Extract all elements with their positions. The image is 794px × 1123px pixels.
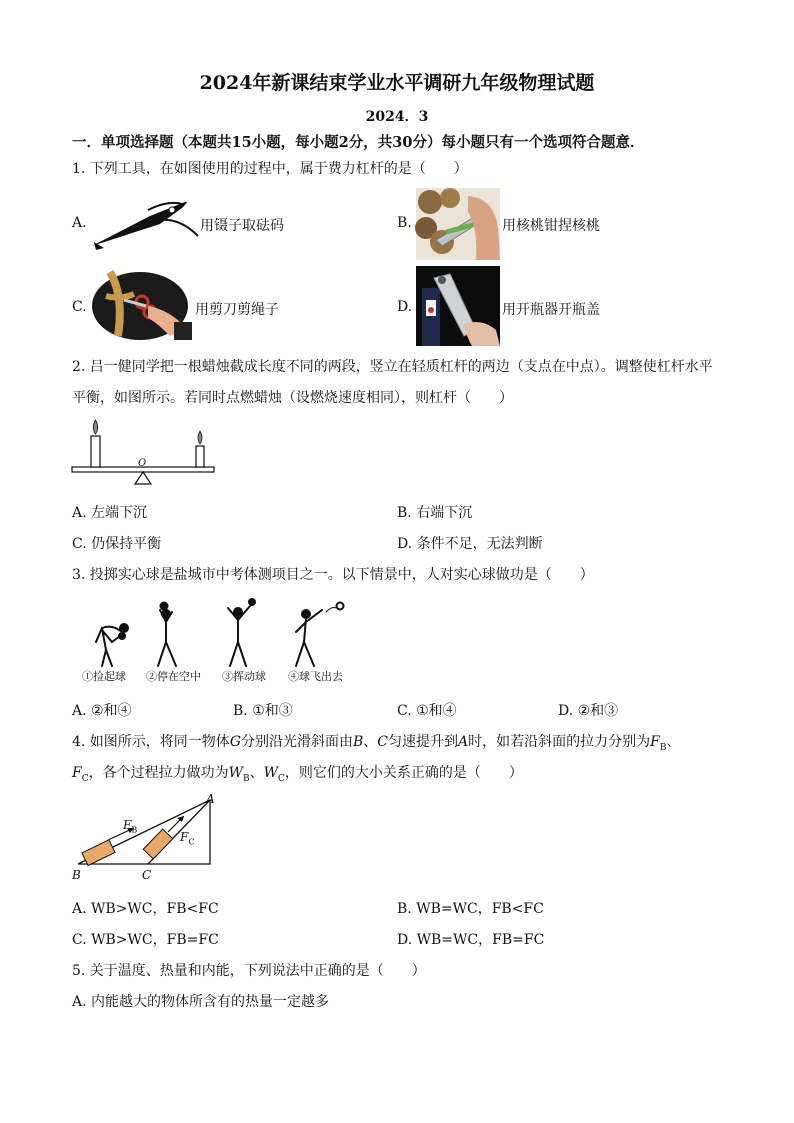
q3-fig-label-2: ②停在空中 [146, 670, 201, 683]
question-5-stem: 5. 关于温度、热量和内能，下列说法中正确的是（ ） [72, 963, 426, 979]
q4-option-b: B. WB=WC，FB<FC [397, 901, 544, 917]
q4-sub: B [659, 742, 667, 753]
fig-force-c-sub: C [188, 837, 195, 847]
question-2-stem-line2: 平衡，如图所示。若同时点燃蜡烛（设燃烧速度相同），则杠杆（ ） [72, 390, 513, 406]
q1-option-a-label: A. [72, 215, 87, 231]
q4-var-wc: W [263, 765, 279, 781]
q2-option-b: B. 右端下沉 [397, 505, 473, 521]
fig-force-b [123, 818, 137, 834]
fig-force-c [180, 830, 194, 846]
fig-force-b-symbol: F [123, 818, 132, 832]
fig-point-b: B [72, 868, 81, 882]
q4-var-a: A [458, 734, 469, 750]
q1-option-d-text: 用开瓶器开瓶盖 [502, 302, 600, 318]
q4-text: ，各个过程拉力做功为 [88, 765, 229, 781]
q4-var-fc: F [72, 765, 82, 781]
q4-option-d: D. WB=WC，FB=FC [397, 932, 545, 948]
q1-option-a-text: 用镊子取砝码 [200, 218, 284, 234]
q4-sub: B [243, 773, 250, 784]
q3-option-a: A. ②和④ [72, 703, 132, 719]
q3-fig-label-3: ③挥动球 [222, 670, 266, 683]
question-3-stem: 3. 投掷实心球是盐城市中考体测项目之一。以下情景中，人对实心球做功是（ ） [72, 567, 594, 583]
inclined-plane-figure [72, 794, 222, 874]
q3-option-c: C. ①和④ [397, 703, 457, 719]
q4-option-c: C. WB>WC，FB=FC [72, 932, 219, 948]
question-4-stem-line1 [72, 731, 680, 753]
section-heading: 一．单项选择题（本题共15小题，每小题2分，共30分）每小题只有一个选项符合题意． [72, 134, 645, 151]
q1-option-b-label: B. [397, 215, 412, 231]
shot-put-figures [82, 598, 352, 670]
q4-text: 4. 如图所示，将同一物体 [72, 734, 230, 750]
bottle-opener-photo [416, 266, 500, 346]
question-1-stem: 1. 下列工具，在如图使用的过程中，属于费力杠杆的是（ ） [72, 161, 468, 177]
q4-option-a: A. WB>WC，FB<FC [72, 901, 219, 917]
q4-sub: C [81, 773, 89, 784]
q4-var-c: C [377, 734, 389, 750]
q4-var-fb: F [650, 734, 660, 750]
q4-text: 匀速提升到 [388, 734, 459, 750]
question-2-stem-line1: 2. 吕一健同学把一根蜡烛截成长度不同的两段，竖立在轻质杠杆的两边（支点在中点）。调整使杠杆水平 [72, 359, 713, 375]
q3-fig-label-1: ①捡起球 [82, 670, 126, 683]
q4-text: 、 [363, 734, 378, 750]
q3-fig-label-4: ④球飞出去 [288, 670, 343, 683]
q4-text: ，则它们的大小关系正确的是（ ） [284, 765, 523, 781]
q3-option-b: B. ①和③ [233, 703, 293, 719]
q4-sub: C [278, 773, 285, 784]
fig-point-a: A [206, 792, 215, 806]
q4-var-b: B [353, 734, 364, 750]
q4-var-wb: W [228, 765, 243, 781]
exam-date: 2024．3 [365, 109, 429, 125]
q4-text: 、 [666, 734, 681, 750]
q1-option-c-text: 用剪刀剪绳子 [195, 302, 279, 318]
scissors-rope-photo [90, 266, 192, 342]
q3-option-d: D. ②和③ [558, 703, 619, 719]
fulcrum-label: O [138, 458, 147, 469]
fig-force-c-symbol: F [180, 830, 189, 844]
tweezers-figure [90, 196, 200, 252]
q4-text: 分别沿光滑斜面由 [241, 734, 353, 750]
q1-option-c-label: C. [72, 299, 87, 315]
q4-var-g: G [229, 734, 241, 750]
question-4-stem-line2: $F_C$，各个过程拉力做功为$W_B$、$W_C$，则它们的大小关系正确的是（ ） [72, 765, 523, 784]
q2-option-a: A. 左端下沉 [72, 505, 148, 521]
q4-text: 时，如若沿斜面的拉力分别为 [468, 734, 651, 750]
q2-option-d: D. 条件不足，无法判断 [397, 536, 543, 552]
exam-title: 2024年新课结束学业水平调研九年级物理试题 [199, 72, 595, 94]
fig-point-c: C [142, 868, 152, 882]
nutcracker-photo [416, 188, 500, 260]
q1-option-b-text: 用核桃钳捏核桃 [502, 218, 600, 234]
q2-option-c: C. 仍保持平衡 [72, 536, 162, 552]
candle-lever-figure [72, 418, 222, 490]
q5-option-a: A. 内能越大的物体所含有的热量一定越多 [72, 994, 330, 1010]
fig-force-b-sub: B [131, 825, 138, 835]
q1-option-d-label: D. [397, 299, 413, 315]
